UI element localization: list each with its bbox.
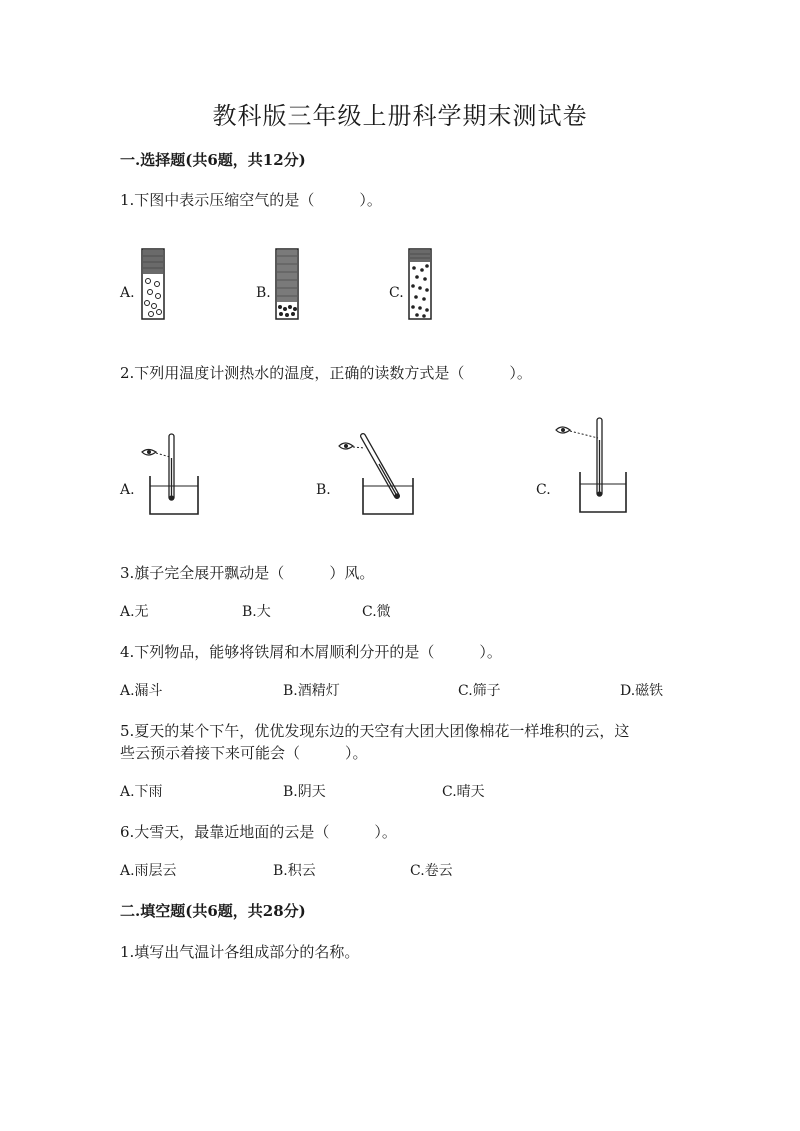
- q2-figure-a-thermometer: [138, 428, 208, 518]
- q6-option-c: C.卷云: [410, 863, 453, 879]
- fill-question-1: 1.填写出气温计各组成部分的名称。: [120, 943, 360, 961]
- question-3: 3.旗子完全展开飘动是（ ）风。: [120, 564, 375, 582]
- q2-figure-b-thermometer: [335, 428, 425, 518]
- section-heading-choice: 一.选择题(共6题，共12分): [120, 151, 306, 169]
- question-2: 2.下列用温度计测热水的温度，正确的读数方式是（ ）。: [120, 364, 532, 382]
- q4-option-c: C.筛子: [458, 683, 501, 699]
- q3-option-c: C.微: [362, 604, 391, 620]
- q5-option-b: B.阴天: [283, 784, 326, 800]
- q3-option-a: A.无: [120, 604, 149, 620]
- q2-option-a-label: A.: [120, 482, 135, 498]
- q1-option-a-label: A.: [120, 285, 135, 301]
- q2-figure-c-thermometer: [552, 414, 632, 518]
- page-title: 教科版三年级上册科学期末测试卷: [212, 102, 588, 130]
- question-5-line-2: 些云预示着接下来可能会（ ）。: [120, 744, 368, 762]
- question-4: 4.下列物品，能够将铁屑和木屑顺利分开的是（ ）。: [120, 643, 502, 661]
- section-heading-fill: 二.填空题(共6题，共28分): [120, 902, 306, 920]
- q1-option-c-label: C.: [389, 285, 404, 301]
- question-6: 6.大雪天，最靠近地面的云是（ ）。: [120, 823, 397, 841]
- q6-option-a: A.雨层云: [120, 863, 177, 879]
- q5-option-a: A.下雨: [120, 784, 163, 800]
- q1-figure-c-syringe: [408, 248, 432, 320]
- q2-option-b-label: B.: [316, 482, 331, 498]
- q4-option-b: B.酒精灯: [283, 683, 340, 699]
- q4-option-d: D.磁铁: [620, 683, 664, 699]
- q6-option-b: B.积云: [273, 863, 316, 879]
- q1-option-b-label: B.: [256, 285, 271, 301]
- q4-option-a: A.漏斗: [120, 683, 163, 699]
- q2-option-c-label: C.: [536, 482, 551, 498]
- q1-figure-b-syringe: [275, 248, 299, 320]
- question-5-line-1: 5.夏天的某个下午，优优发现东边的天空有大团大团像棉花一样堆积的云，这: [120, 722, 630, 740]
- q3-option-b: B.大: [242, 604, 271, 620]
- q5-option-c: C.晴天: [442, 784, 485, 800]
- q1-figure-a-syringe: [141, 248, 165, 320]
- question-1: 1.下图中表示压缩空气的是（ ）。: [120, 191, 382, 209]
